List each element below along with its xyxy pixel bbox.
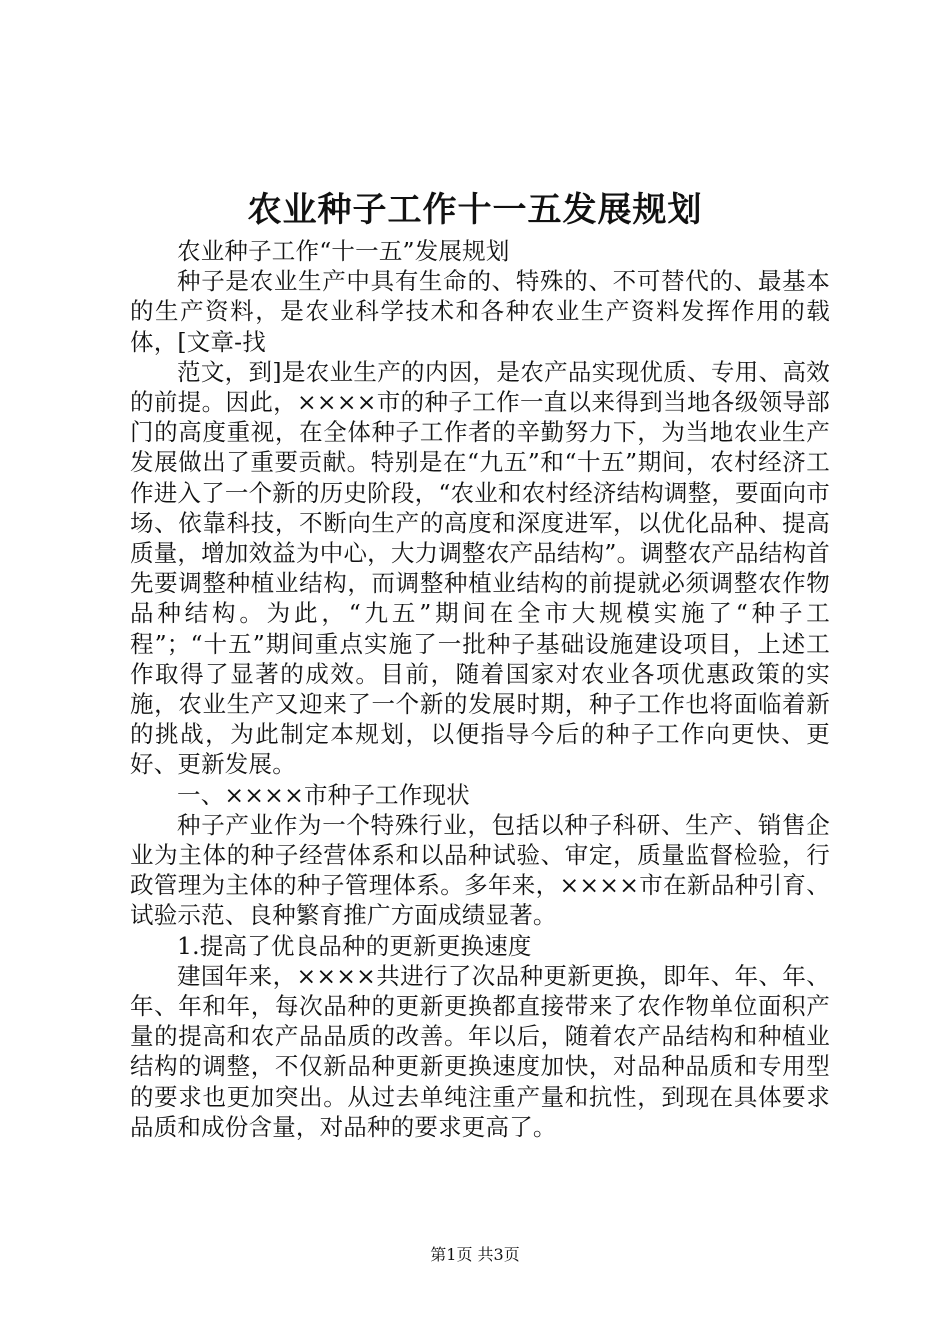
document-body [130, 236, 830, 1142]
paragraph-variety-updates: 建国年来，××××共进行了次品种更新更换，即年、年、年、年、年和年，每次品种的更新更换都直接带来了农作物单位面积产量的提高和农产品品质的改善。年以后，随着农产品结构和种植业结构的调整，不仅新品种更新更换速度加快，对品种品质和专用型的要求也更加突出。从过去单纯注重产量和抗性，到现在具体要求品质和成份含量，对品种的要求更高了。 [130, 961, 830, 1141]
paragraph-industry: 种子产业作为一个特殊行业，包括以种子科研、生产、销售企业为主体的种子经营体系和以品种试验、审定，质量监督检验，行政管理为主体的种子管理体系。多年来，××××市在新品种引育、试验示范、良种繁育推广方面成绩显著。 [130, 810, 830, 930]
paragraph-intro: 种子是农业生产中具有生命的、特殊的、不可替代的、最基本的生产资料，是农业科学技术和各种农业生产资料发挥作用的载体，[文章-找 [130, 267, 830, 356]
page-footer: 第1页 共3页 [430, 1245, 520, 1264]
subsection-heading-varieties: 1.提高了优良品种的更新更换速度 [177, 931, 532, 960]
paragraph-background: 范文，到]是农业生产的内因，是农产品实现优质、专用、高效的前提。因此，××××市的种子工作一直以来得到当地各级领导部门的高度重视，在全体种子工作者的辛勤努力下，为当地农业生产发展做出了重要贡献。特别是在“九五”和“十五”期间，农村经济工作进入了一个新的历史阶段，“农业和农村经济结构调整，要面向市场、依靠科技，不断向生产的高度和深度进军，以优化品种、提高质量，增加效益为中心，大力调整农产品结构”。调整农产品结构首先要调整种植业结构，而调整种植业结构的前提就必须调整农作物品种结构。为此，“九五”期间在全市大规模实施了“种子工程”；“十五”期间重点实施了一批种子基础设施建设项目，上述工作取得了显著的成效。目前，随着国家对农业各项优惠政策的实施，农业生产又迎来了一个新的发展时期，种子工作也将面临着新的挑战，为此制定本规划，以便指导今后的种子工作向更快、更好、更新发展。 [130, 357, 830, 779]
section-heading-status: 一、××××市种子工作现状 [177, 780, 470, 809]
document-title: 农业种子工作十一五发展规划 [247, 190, 703, 230]
paragraph-subtitle: 农业种子工作“十一五”发展规划 [177, 237, 510, 265]
